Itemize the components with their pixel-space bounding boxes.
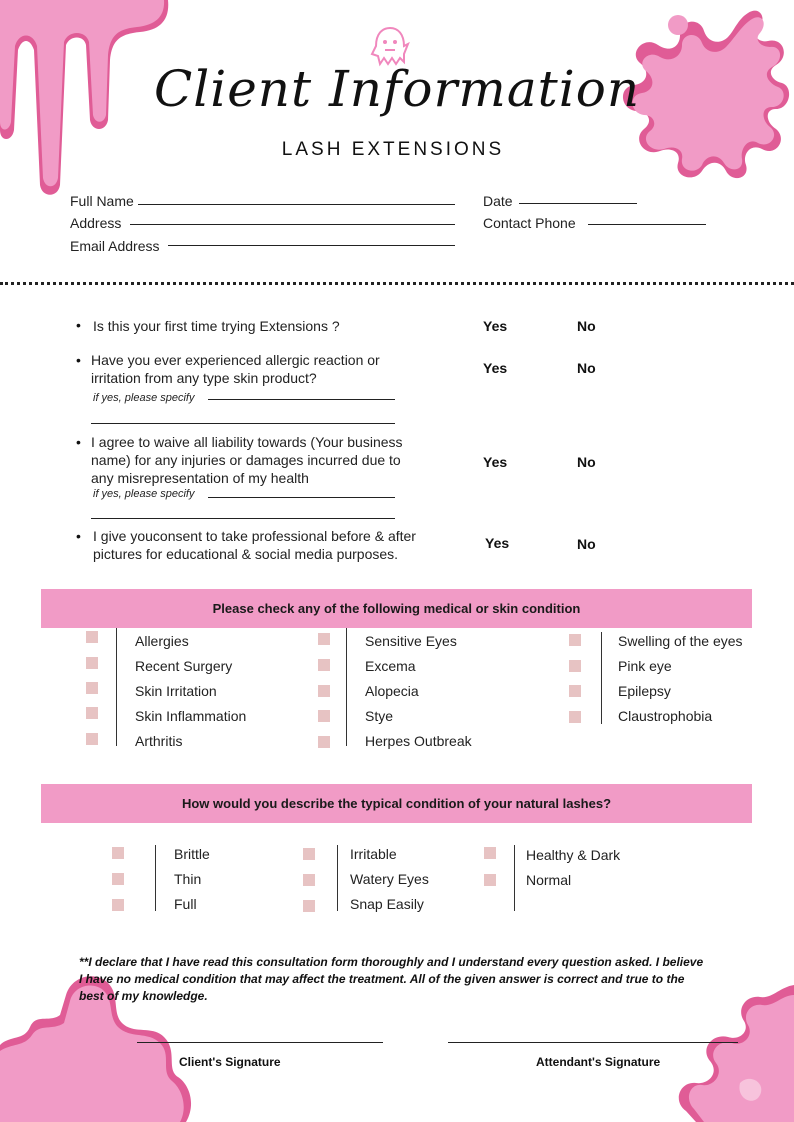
- checkbox-stye[interactable]: [318, 710, 330, 722]
- question-2-specify-label: if yes, please specify: [93, 392, 195, 404]
- question-2-line-2: irritation from any type skin product?: [91, 370, 317, 386]
- option-swelling-of-the-eyes: Swelling of the eyes: [618, 633, 743, 649]
- client-signature-label: Client's Signature: [179, 1055, 281, 1069]
- question-4-line-1: I give youconsent to take professional before & after: [93, 528, 416, 544]
- column-divider: [116, 628, 117, 746]
- question-4-no[interactable]: No: [577, 536, 596, 552]
- option-healthy-and-dark: Healthy & Dark: [526, 847, 621, 863]
- checkbox-normal[interactable]: [484, 874, 496, 886]
- address-field[interactable]: [130, 224, 455, 225]
- column-divider: [337, 845, 338, 911]
- question-3-line-2: name) for any injuries or damages incurred due to: [91, 452, 401, 468]
- medical-conditions-heading: Please check any of the following medical or skin condition: [41, 589, 752, 628]
- option-skin-irritation: Skin Irritation: [135, 683, 217, 699]
- checkbox-epilepsy[interactable]: [569, 685, 581, 697]
- checkbox-brittle[interactable]: [112, 847, 124, 859]
- address-label: Address: [70, 215, 122, 231]
- bullet-icon: •: [76, 434, 81, 450]
- column-divider: [601, 632, 602, 724]
- option-irritable: Irritable: [350, 846, 397, 862]
- checkbox-claustrophobia[interactable]: [569, 711, 581, 723]
- checkbox-thin[interactable]: [112, 873, 124, 885]
- checkbox-snap-easily[interactable]: [303, 900, 315, 912]
- question-3-yes[interactable]: Yes: [483, 454, 508, 470]
- question-2-specify-field-2[interactable]: [91, 423, 395, 424]
- checkbox-pink-eye[interactable]: [569, 660, 581, 672]
- option-excema: Excema: [365, 658, 416, 674]
- column-divider: [514, 845, 515, 911]
- option-recent-surgery: Recent Surgery: [135, 658, 233, 674]
- question-3-specify-label: if yes, please specify: [93, 488, 195, 500]
- bullet-icon: •: [76, 528, 81, 544]
- option-skin-inflammation: Skin Inflammation: [135, 708, 247, 724]
- page-title: Client Information: [153, 60, 641, 118]
- question-3-specify-field-2[interactable]: [91, 518, 395, 519]
- question-1-no[interactable]: No: [577, 318, 596, 334]
- checkbox-alopecia[interactable]: [318, 685, 330, 697]
- question-1-text: Is this your first time trying Extensions ?: [93, 318, 340, 334]
- checkbox-watery-eyes[interactable]: [303, 874, 315, 886]
- question-3-line-3: any misrepresentation of my health: [91, 470, 309, 486]
- option-herpes-outbreak: Herpes Outbreak: [365, 733, 472, 749]
- natural-lashes-heading: How would you describe the typical condition of your natural lashes?: [41, 784, 752, 823]
- bullet-icon: •: [76, 317, 81, 333]
- bullet-icon: •: [76, 352, 81, 368]
- question-2-no[interactable]: No: [577, 360, 596, 376]
- date-label: Date: [483, 193, 513, 209]
- declaration-text: **I declare that I have read this consultation form thoroughly and I understand every question asked. I believe I have no medical condition that may affect the treatment. All of the given answer is correct and true to the best of my knowledge.: [79, 955, 704, 1003]
- page-subtitle: LASH EXTENSIONS: [281, 139, 505, 160]
- checkbox-healthy-and-dark[interactable]: [484, 847, 496, 859]
- option-full: Full: [174, 896, 197, 912]
- full-name-label: Full Name: [70, 193, 134, 209]
- full-name-field[interactable]: [138, 204, 455, 205]
- option-pink-eye: Pink eye: [618, 658, 672, 674]
- checkbox-recent-surgery[interactable]: [86, 657, 98, 669]
- checkbox-sensitive-eyes[interactable]: [318, 633, 330, 645]
- email-field[interactable]: [168, 245, 455, 246]
- option-thin: Thin: [174, 871, 202, 887]
- checkbox-allergies[interactable]: [86, 631, 98, 643]
- question-3-specify-field[interactable]: [208, 497, 395, 498]
- checkbox-excema[interactable]: [318, 659, 330, 671]
- attendant-signature-field[interactable]: [448, 1042, 738, 1043]
- checkbox-skin-irritation[interactable]: [86, 682, 98, 694]
- column-divider: [346, 628, 347, 746]
- question-4-yes[interactable]: Yes: [485, 535, 510, 551]
- section-divider: [0, 282, 794, 285]
- checkbox-full[interactable]: [112, 899, 124, 911]
- option-sensitive-eyes: Sensitive Eyes: [365, 633, 457, 649]
- checkbox-arthritis[interactable]: [86, 733, 98, 745]
- question-2-specify-field[interactable]: [208, 399, 395, 400]
- question-3-no[interactable]: No: [577, 454, 596, 470]
- contact-phone-label: Contact Phone: [483, 215, 576, 231]
- question-1-yes[interactable]: Yes: [483, 318, 508, 334]
- option-brittle: Brittle: [174, 846, 210, 862]
- checkbox-swelling-of-the-eyes[interactable]: [569, 634, 581, 646]
- client-signature-field[interactable]: [137, 1042, 383, 1043]
- date-field[interactable]: [519, 203, 637, 204]
- question-2-yes[interactable]: Yes: [483, 360, 508, 376]
- option-normal: Normal: [526, 872, 572, 888]
- option-allergies: Allergies: [135, 633, 189, 649]
- option-epilepsy: Epilepsy: [618, 683, 671, 699]
- checkbox-skin-inflammation[interactable]: [86, 707, 98, 719]
- question-4-line-2: pictures for educational & social media purposes.: [93, 546, 399, 562]
- attendant-signature-label: Attendant's Signature: [536, 1055, 661, 1069]
- question-3-line-1: I agree to waive all liability towards (Your business: [91, 434, 403, 450]
- option-stye: Stye: [365, 708, 394, 724]
- option-arthritis: Arthritis: [135, 733, 183, 749]
- checkbox-herpes-outbreak[interactable]: [318, 736, 330, 748]
- contact-phone-field[interactable]: [588, 224, 706, 225]
- option-claustrophobia: Claustrophobia: [618, 708, 713, 724]
- option-watery-eyes: Watery Eyes: [350, 871, 429, 887]
- option-alopecia: Alopecia: [365, 683, 419, 699]
- question-2-line-1: Have you ever experienced allergic reaction or: [91, 352, 380, 368]
- option-snap-easily: Snap Easily: [350, 896, 424, 912]
- email-label: Email Address: [70, 238, 160, 254]
- column-divider: [155, 845, 156, 911]
- checkbox-irritable[interactable]: [303, 848, 315, 860]
